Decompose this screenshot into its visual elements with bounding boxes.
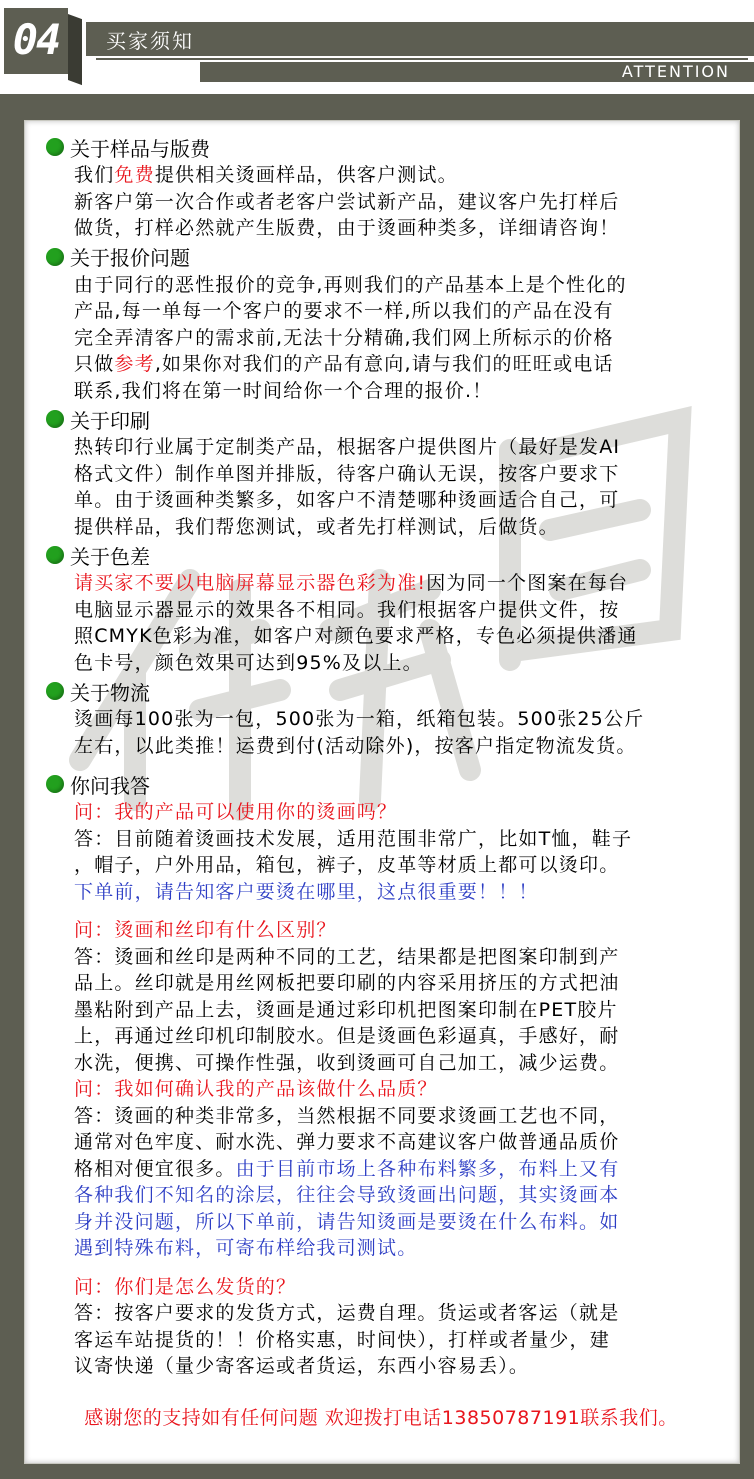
qa-answer-line	[74, 1353, 726, 1380]
text-segment: 答：按客户要求的发货方式，运费自理。货运或者客运（就是	[74, 1302, 620, 1324]
green-bullet-icon	[46, 410, 64, 428]
qa-answer-line	[74, 1182, 726, 1209]
section-text-line	[74, 162, 726, 189]
text-segment: 参考	[114, 353, 155, 375]
section-heading-text: 关于物流	[70, 680, 150, 705]
section-heading	[46, 132, 726, 162]
notice-content	[46, 132, 726, 1380]
text-segment: 做货，打样必然就产生版费，由于烫画种类多，详细请咨询！	[74, 217, 620, 239]
green-bullet-icon	[46, 546, 64, 564]
green-bullet-icon	[46, 682, 64, 700]
qa-answer-line	[74, 879, 726, 906]
qa-answer-line	[74, 1103, 726, 1130]
section-text-line	[74, 325, 726, 352]
text-segment: 我们	[74, 164, 115, 186]
text-segment: 遇到特殊布料，可寄布样给我司测试。	[74, 1237, 418, 1259]
section-text-line	[74, 597, 726, 624]
qa-answer-line	[74, 1050, 726, 1077]
section-heading-text: 关于报价问题	[70, 246, 190, 270]
qa-question: 问：你们是怎么发货的？	[74, 1275, 297, 1298]
qa-answer-line	[74, 1300, 726, 1327]
section-heading-text: 你问我答	[70, 773, 150, 798]
section-text-line	[74, 570, 726, 597]
section-heading-text: 关于样品与版费	[70, 136, 210, 161]
text-segment: 因为同一个图案在每台	[426, 572, 629, 594]
section-heading	[46, 404, 726, 434]
text-segment: 身并没问题，所以下单前，请告知烫画是要烫在什么布料。如	[74, 1210, 620, 1233]
text-segment: 品上。丝印就是用丝网板把要印刷的内容采用挤压的方式把油	[74, 972, 620, 994]
section-number-shadow	[68, 14, 82, 85]
header-title: 买家须知	[106, 29, 194, 53]
text-segment: 客运车站提货的！！价格实惠，时间快），打样或者量少，建	[74, 1328, 610, 1351]
section-number: 04	[12, 15, 60, 64]
section-text-line	[74, 623, 726, 650]
qa-answer-line	[74, 1023, 726, 1050]
qa-answer-line	[74, 1327, 726, 1354]
text-segment: 答：目前随着烫画技术发展，适用范围非常广，比如T恤，鞋子	[74, 827, 633, 850]
text-segment: 烫画每100张为一包，500张为一箱，纸箱包装。500张25公斤	[74, 708, 645, 730]
qa-answer-line	[74, 997, 726, 1024]
section-text-line	[74, 650, 726, 677]
text-segment: 左右，以此类推！运费到付(活动除外)，按客户指定物流发货。	[74, 734, 637, 757]
text-segment: 格式文件）制作单图并排版，待客户确认无误，按客户要求下	[74, 462, 620, 485]
text-segment: 水洗，便携、可操作性强，收到烫画可自己加工，减少运费。	[74, 1051, 620, 1074]
section-text-line	[74, 189, 726, 216]
qa-question: 问：我的产品可以使用你的烫画吗？	[74, 801, 398, 823]
qa-answer-line	[74, 970, 726, 997]
text-segment: 只做	[74, 353, 115, 375]
text-segment: 提供样品，我们帮您测试，或者先打样测试，后做货。	[74, 515, 559, 538]
text-segment: 色卡号，颜色效果可达到95%及以上。	[74, 651, 423, 674]
section-heading	[46, 540, 726, 570]
section-text-line	[74, 514, 726, 541]
qa-answer-line	[74, 944, 726, 971]
text-segment: 下单前，请告知客户要烫在哪里，这点很重要！！！	[74, 880, 539, 903]
text-segment: 各种我们不知名的涂层，往往会导致烫画出问题，其实烫画本	[74, 1184, 620, 1206]
text-segment: 完全弄清客户的需求前,无法十分精确,我们网上所标示的价格	[74, 326, 614, 349]
text-segment: 答：烫画和丝印是两种不同的工艺，结果都是把图案印制到产	[74, 945, 620, 968]
section-heading	[46, 769, 726, 799]
section-text-line	[74, 272, 726, 299]
text-segment: 产品,每一单每一个客户的要求不一样,所以我们的产品在没有	[74, 300, 614, 322]
section-text-line	[74, 351, 726, 378]
qa-answer-line	[74, 1209, 726, 1236]
footer-contact: 感谢您的支持如有任何问题 欢迎拨打电话13850787191联系我们。	[84, 1407, 678, 1429]
qa-question: 问：烫画和丝印有什么区别？	[74, 919, 337, 941]
section-heading-text: 关于印刷	[70, 408, 150, 433]
section-text-line	[74, 378, 726, 405]
section-heading	[46, 242, 726, 272]
text-segment: 请买家不要以电脑屏幕显示器色彩为准!	[74, 572, 427, 594]
section-text-line	[74, 706, 726, 733]
section-text-line	[74, 434, 726, 461]
green-bullet-icon	[46, 138, 64, 156]
section-heading-text: 关于色差	[70, 544, 150, 569]
page-header	[0, 0, 754, 88]
section-text-line	[74, 461, 726, 488]
qa-answer-line	[74, 852, 726, 879]
text-segment: ,如果你对我们的产品有意向,请与我们的旺旺或电话	[154, 353, 614, 375]
qa-answer-line	[74, 826, 726, 853]
text-segment: 电脑显示器显示的效果各不相同。我们根据客户提供文件，按	[74, 598, 620, 621]
text-segment: 上，再通过丝印机印制胶水。但是烫画色彩逼真，手感好，耐	[74, 1025, 620, 1047]
section-text-line	[74, 298, 726, 325]
header-divider	[96, 58, 748, 60]
text-segment: ，帽子，户外用品，箱包，裤子，皮革等材质上都可以烫印。	[74, 854, 620, 876]
text-segment: 议寄快递（量少寄客运或者货运，东西小容易丢）。	[74, 1355, 530, 1377]
text-segment: 通常对色牢度、耐水洗、弹力要求不高建议客户做普通品质价	[74, 1131, 620, 1153]
text-segment: 答：烫画的种类非常多，当然根据不同要求烫画工艺也不同，	[74, 1104, 620, 1127]
qa-answer-line	[74, 1156, 726, 1183]
qa-answer-line	[74, 1235, 726, 1262]
text-segment: 提供相关烫画样品，供客户测试。	[154, 164, 458, 186]
text-segment: 由于同行的恶性报价的竞争,再则我们的产品基本上是个性化的	[74, 273, 627, 296]
text-segment: 单。由于烫画种类繁多，如客户不清楚哪种烫画适合自己，可	[74, 489, 620, 511]
text-segment: 由于目前市场上各种布料繁多，布料上又有	[235, 1157, 620, 1180]
text-segment: 热转印行业属于定制类产品，根据客户提供图片（最好是发AI	[74, 436, 621, 458]
text-segment: 墨粘附到产品上去，烫画是通过彩印机把图案印制在PET胶片	[74, 998, 618, 1021]
text-segment: 照CMYK色彩为准，如客户对颜色要求严格，专色必须提供潘通	[74, 625, 638, 647]
green-bullet-icon	[46, 775, 64, 793]
text-segment: 免费	[114, 164, 155, 186]
section-text-line	[74, 733, 726, 760]
text-segment: 联系,我们将在第一时间给你一个合理的报价.！	[74, 379, 493, 402]
qa-question: 问：我如何确认我的产品该做什么品质？	[74, 1078, 438, 1100]
text-segment: 新客户第一次合作或者老客户尝试新产品，建议客户先打样后	[74, 190, 620, 213]
header-subtitle: ATTENTION	[621, 62, 730, 81]
section-text-line	[74, 215, 726, 242]
qa-answer-line	[74, 1129, 726, 1156]
text-segment: 格相对便宜很多。	[74, 1157, 236, 1180]
green-bullet-icon	[46, 248, 64, 266]
section-text-line	[74, 487, 726, 514]
section-heading	[46, 676, 726, 706]
